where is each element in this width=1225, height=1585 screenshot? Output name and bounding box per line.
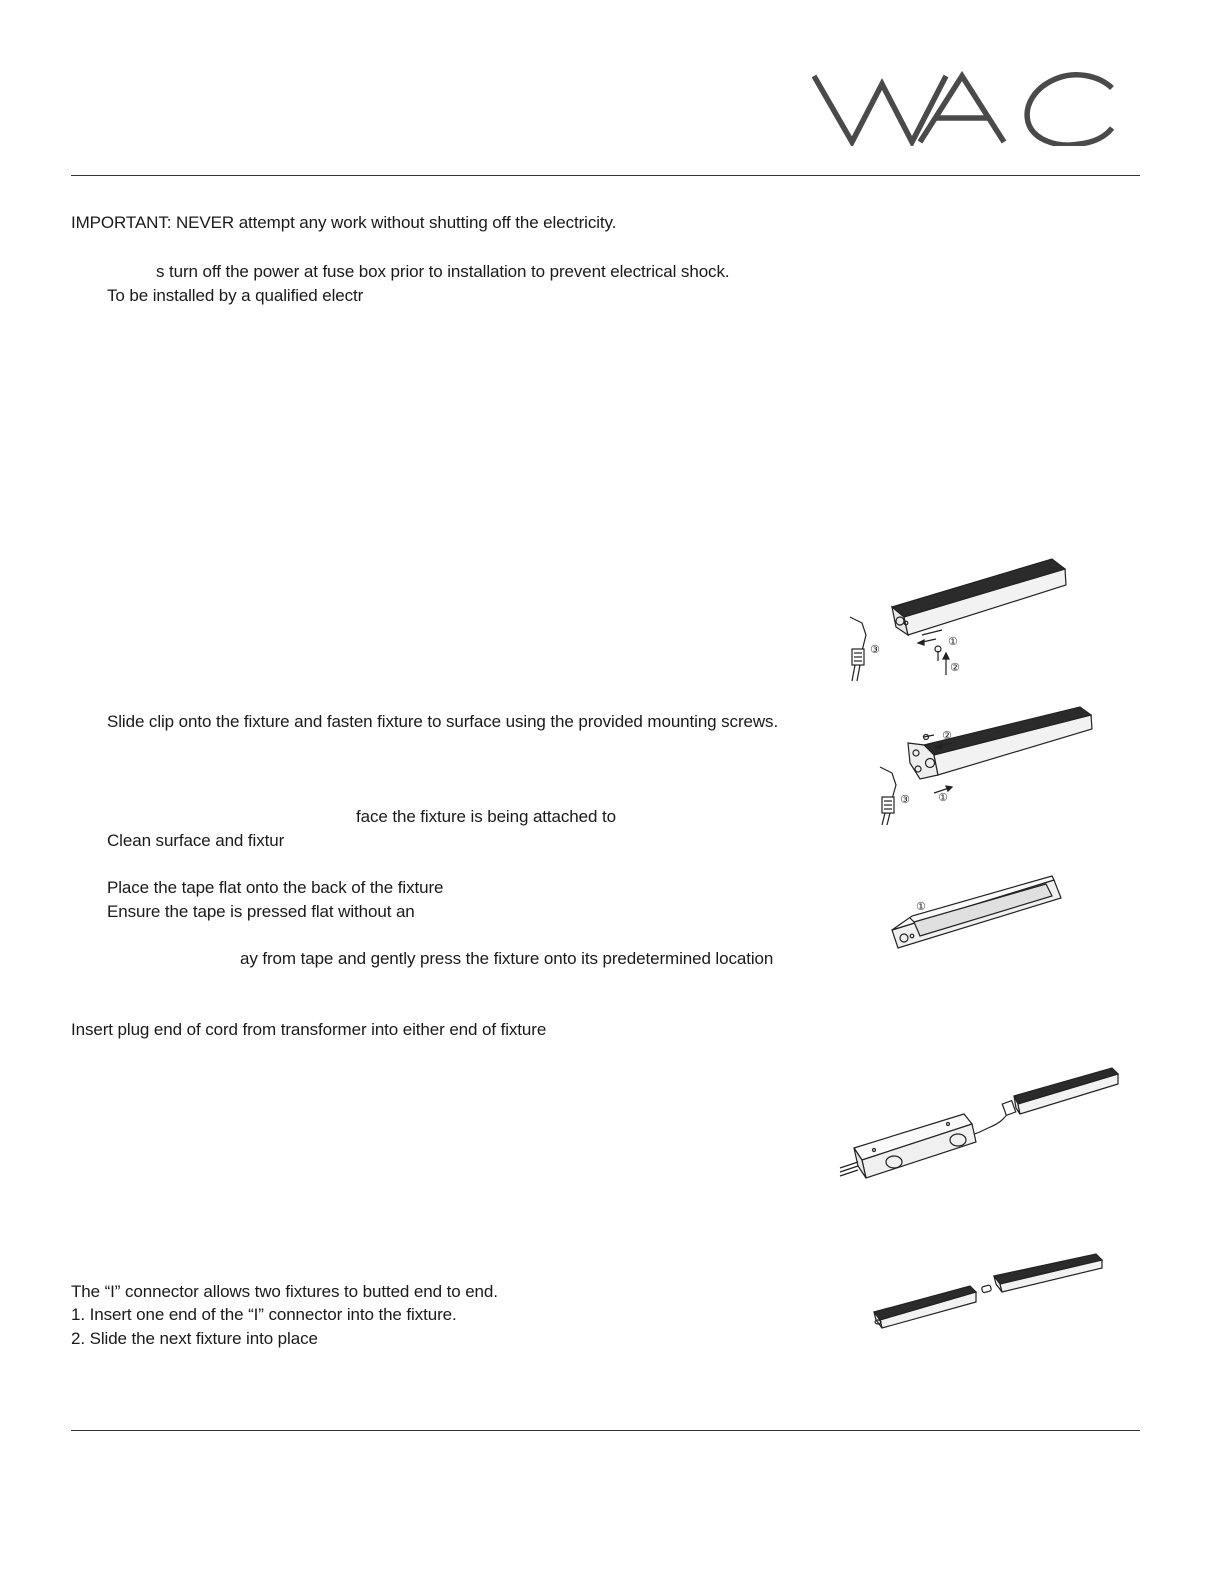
surface-face-note: face the fixture is being attached to [356, 807, 616, 826]
transformer-figure [838, 1062, 1128, 1192]
press-fixture-instruction: ay from tape and gently press the fixture onto its predetermined location [240, 949, 774, 968]
callout-3: ③ [870, 643, 880, 656]
i-connector-step-1: 1. Insert one end of the “I” connector into the fixture. [71, 1305, 457, 1324]
callout-1: ① [948, 635, 958, 648]
power-off-instruction: s turn off the power at fuse box prior to installation to prevent electrical shock. [156, 262, 730, 281]
i-connector-intro: The “I” connector allows two fixtures to butted end to end. [71, 1282, 498, 1301]
callout-2: ② [950, 661, 960, 674]
callout-3: ③ [900, 793, 910, 806]
tape-mount-figure [886, 866, 1066, 956]
footer-rule [71, 1430, 1140, 1431]
i-connector-step-2: 2. Slide the next fixture into place [71, 1329, 318, 1348]
callout-1: ① [938, 791, 948, 804]
wac-logo [812, 70, 1122, 146]
clip-mount-figure [840, 555, 1070, 685]
qualified-electrician-note: To be installed by a qualified electr [107, 286, 364, 305]
header-rule [71, 175, 1140, 176]
place-tape-instruction: Place the tape flat onto the back of the fixture [107, 878, 444, 897]
callout-2: ② [942, 729, 952, 742]
callout-1: ① [916, 900, 926, 913]
insert-plug-instruction: Insert plug end of cord from transformer into either end of fixture [71, 1020, 547, 1039]
i-connector-figure [870, 1252, 1105, 1352]
ensure-tape-instruction: Ensure the tape is pressed flat without an [107, 902, 415, 921]
slide-clip-instruction: Slide clip onto the fixture and fasten fixture to surface using the provided mounting screws. [107, 712, 779, 731]
clean-surface-instruction: Clean surface and fixtur [107, 831, 285, 850]
important-warning: IMPORTANT: NEVER attempt any work without shutting off the electricity. [71, 213, 617, 232]
clip-slide-figure [868, 703, 1098, 833]
